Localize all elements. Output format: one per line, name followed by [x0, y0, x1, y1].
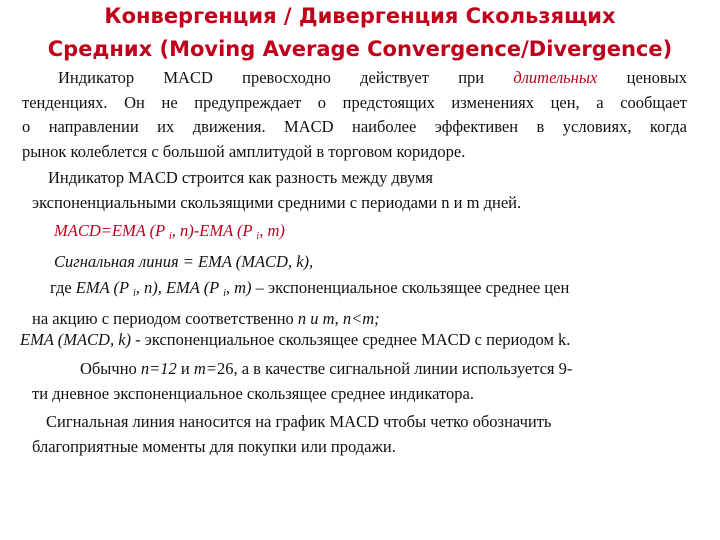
- defaults-line-1: Обычно n=12 и m=26, а в качестве сигнальной линии используется 9-: [80, 359, 573, 378]
- paragraph-signal-usage: [32, 410, 692, 459]
- ema-macd-line: EMA (MACD, k) - экспоненциальное скользящее среднее MACD с периодом k.: [20, 330, 571, 349]
- intro-line-3: о направлении их движения. МACD наиболее эффективен в условиях, когда: [22, 117, 687, 136]
- definitions-line-1: где EMA (P $_i$, n), EMA (P $_i$, m) – экспоненциальное скользящее среднее цен: [50, 278, 570, 299]
- macd-formula: MACD=EMA (P $_i$, n)-EMA (P $_i$, m): [54, 221, 285, 242]
- intro-line-4: рынок колеблется с большой амплитудой в торговом коридоре.: [22, 141, 466, 161]
- construction-line-2: экспоненциальными скользящими средними с периодами n и m дней.: [32, 192, 522, 212]
- paragraph-ema-macd: [20, 328, 700, 353]
- emphasis-long-term: длительных: [513, 68, 598, 87]
- paragraph-intro: [22, 66, 687, 164]
- formula-block: [54, 219, 674, 274]
- signal-line-formula: Сигнальная линия = EMA (MACD, k),: [54, 251, 314, 271]
- title-line-2: Средних (Moving Average Convergence/Divergence): [47, 37, 673, 61]
- signal-usage-line-2: благоприятные моменты для покупки или продажи.: [32, 436, 396, 456]
- paragraph-construction: [32, 166, 672, 215]
- signal-usage-line-1: Сигнальная линия наносится на график MACD чтобы четко обозначить: [46, 412, 552, 431]
- title-line-1: Конвергенция / Дивергенция Скользящих: [104, 4, 616, 28]
- slide-title: [0, 0, 720, 66]
- intro-line-2: тенденциях. Он не предупреждает о предстоящих изменениях цен, а сообщает: [22, 92, 687, 112]
- paragraph-definitions: [32, 276, 692, 331]
- defaults-line-2: ти дневное экспоненциальное скользящее среднее индикатора.: [32, 383, 474, 403]
- intro-line-1: Индикатор МACD превосходно действует при длительных ценовых: [58, 68, 687, 87]
- definitions-line-2: на акцию с периодом соответственно n и m, n<m;: [32, 308, 380, 328]
- construction-line-1: Индикатор MACD строится как разность между двумя: [48, 168, 434, 187]
- paragraph-defaults: [32, 357, 692, 406]
